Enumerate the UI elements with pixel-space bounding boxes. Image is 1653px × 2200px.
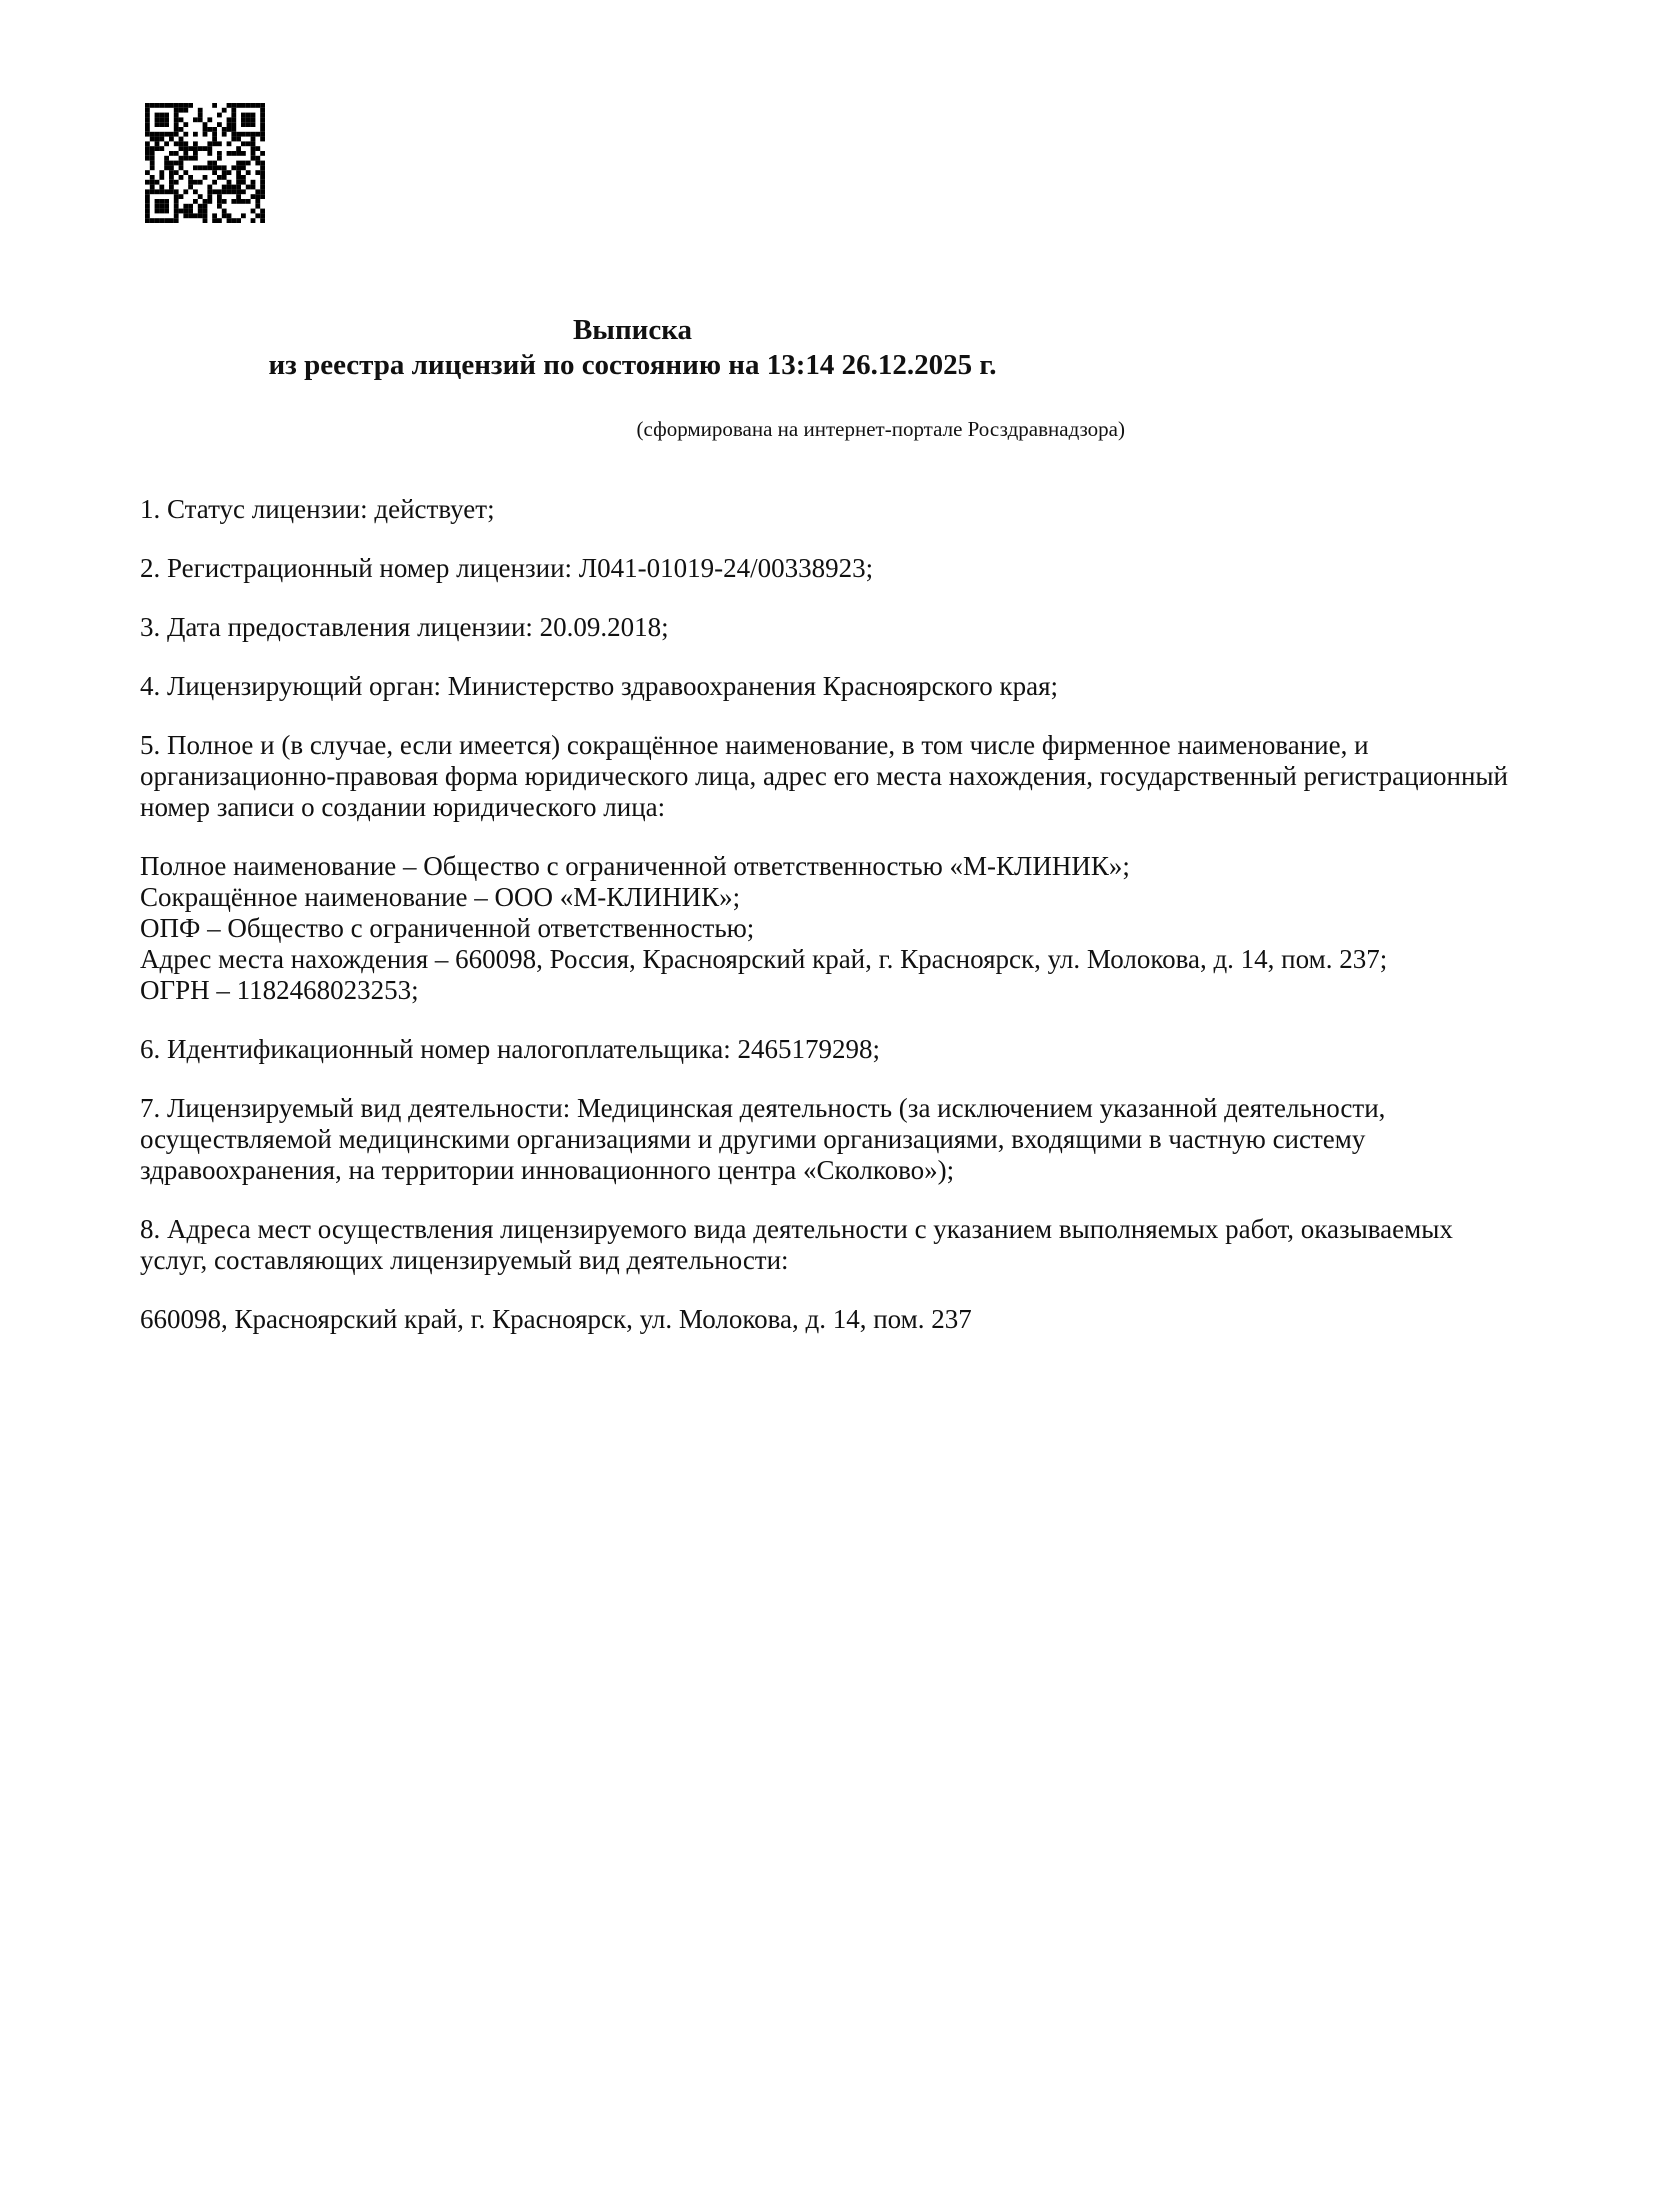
item-taxpayer-number: 6. Идентификационный номер налогоплательщика: 2465179298; bbox=[140, 1034, 880, 1064]
item-license-status: 1. Статус лицензии: действует; bbox=[140, 494, 495, 524]
item-grant-date: 3. Дата предоставления лицензии: 20.09.2018; bbox=[140, 612, 669, 642]
item-activity-address: 660098, Красноярский край, г. Красноярск, ул. Молокова, д. 14, пом. 237 bbox=[140, 1304, 972, 1334]
title-line-2: из реестра лицензий по состоянию на 13:14 26.12.2025 г. bbox=[268, 349, 997, 381]
item-licensed-activity: 7. Лицензируемый вид деятельности: Медицинская деятельность (за исключением указанной деятельности, осуществляемой медицинскими организациями и другими организациями, входящими в частную систему здравоохранения, на территории инновационного центра «Сколково»); bbox=[140, 1093, 1386, 1185]
org-short-name: Сокращённое наименование – ООО «М-КЛИНИК»; bbox=[140, 882, 741, 912]
org-legal-form: ОПФ – Общество с ограниченной ответственностью; bbox=[140, 913, 755, 943]
item-organization-intro: 5. Полное и (в случае, если имеется) сокращённое наименование, в том числе фирменное наименование, и организационно-правовая форма юридического лица, адрес его места нахождения, государственный регистрационный номер записи о создании юридического лица: bbox=[140, 730, 1509, 822]
item-registration-number: 2. Регистрационный номер лицензии: Л041-01019-24/00338923; bbox=[140, 553, 874, 583]
org-full-name: Полное наименование – Общество с ограниченной ответственностью «М-КЛИНИК»; bbox=[140, 851, 1130, 881]
document-subtitle: (сформирована на интернет-портале Росздравнадзора) bbox=[636, 417, 1125, 441]
organization-details-block bbox=[140, 851, 1512, 1006]
org-ogrn: ОГРН – 1182468023253; bbox=[140, 975, 419, 1005]
qr-code-icon bbox=[145, 103, 265, 223]
title-line-1: Выписка bbox=[572, 314, 693, 346]
qr-code-image bbox=[145, 103, 265, 223]
document-body bbox=[140, 494, 1512, 1363]
org-address: Адрес места нахождения – 660098, Россия, Красноярский край, г. Красноярск, ул. Молокова, д. 14, пом. 237; bbox=[140, 944, 1388, 974]
item-licensing-authority: 4. Лицензирующий орган: Министерство здравоохранения Красноярского края; bbox=[140, 671, 1058, 701]
item-addresses-intro: 8. Адреса мест осуществления лицензируемого вида деятельности с указанием выполняемых работ, оказываемых услуг, составляющих лицензируемый вид деятельности: bbox=[140, 1214, 1453, 1275]
document-title bbox=[0, 313, 1265, 383]
